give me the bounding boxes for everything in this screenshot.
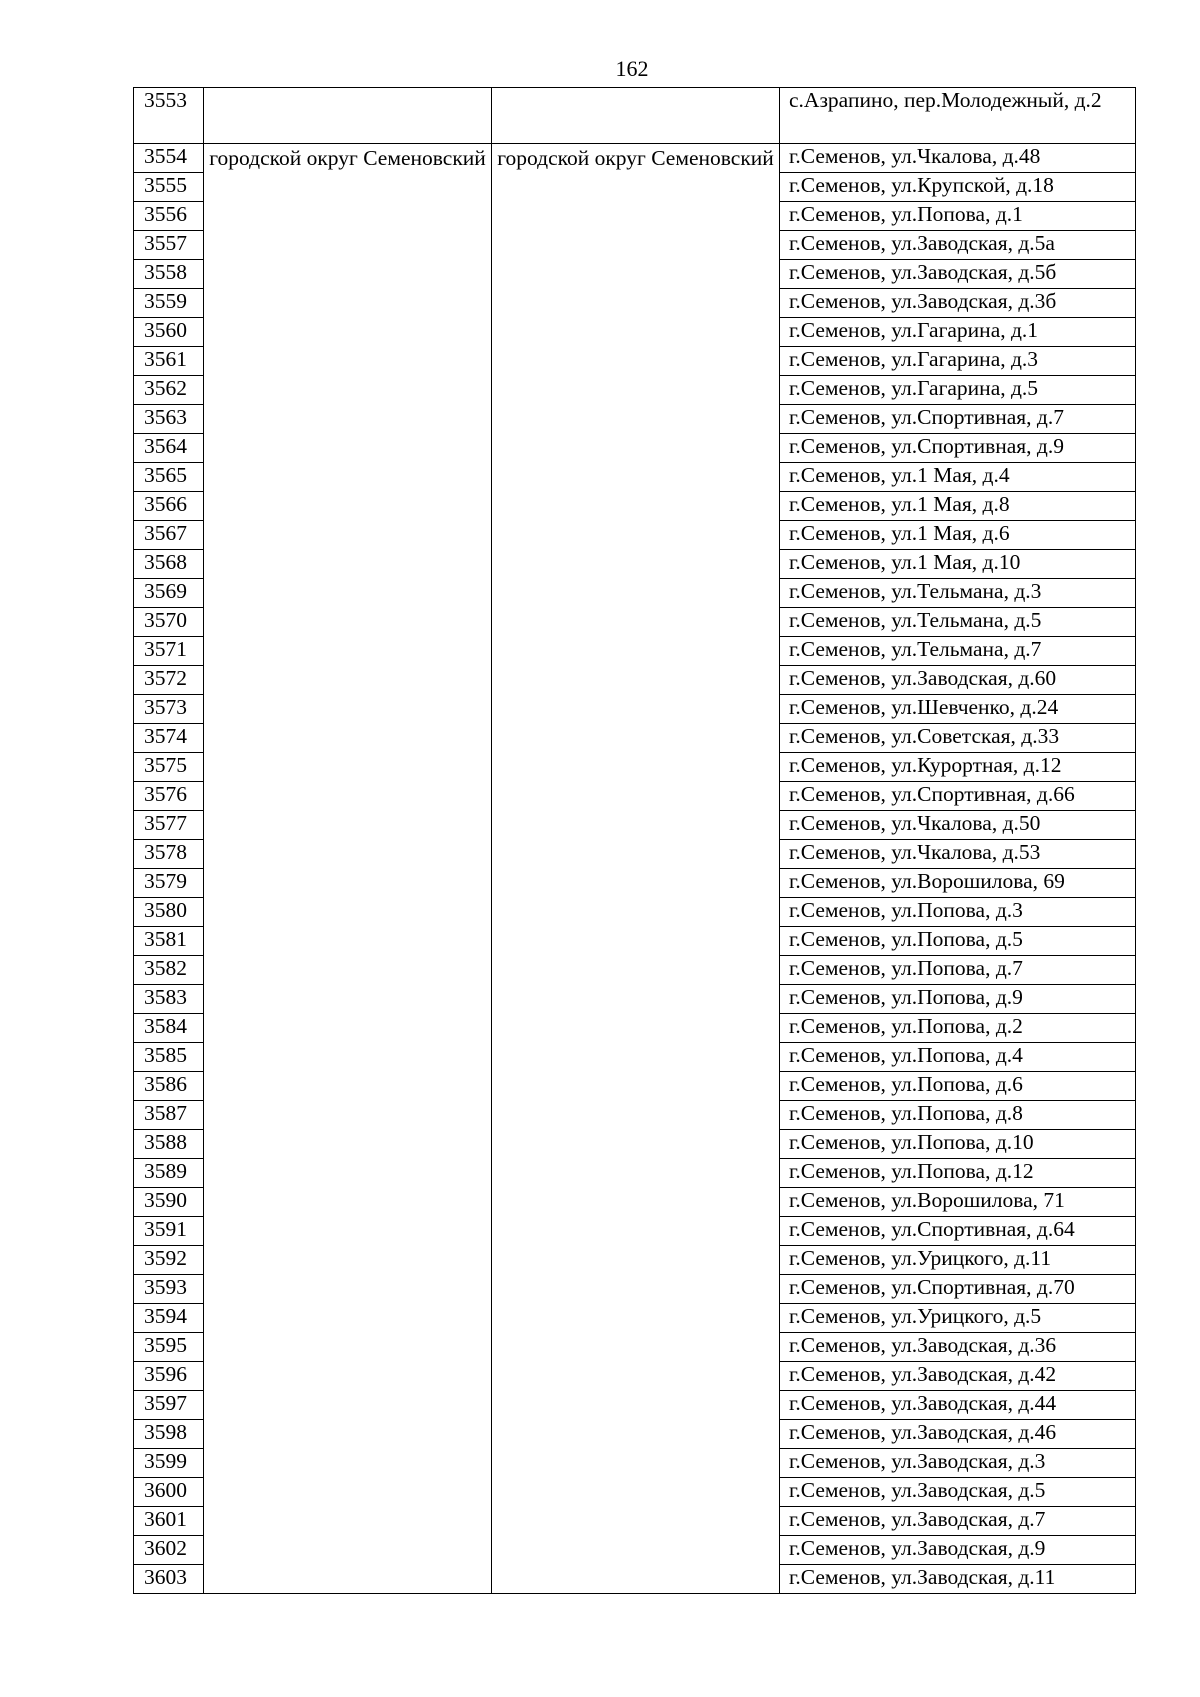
address-cell: г.Семенов, ул.Заводская, д.9 [780, 1536, 1136, 1565]
row-number: 3581 [134, 927, 204, 956]
row-number: 3595 [134, 1333, 204, 1362]
row-number: 3593 [134, 1275, 204, 1304]
row-number: 3602 [134, 1536, 204, 1565]
row-number: 3597 [134, 1391, 204, 1420]
address-cell: г.Семенов, ул.Заводская, д.36 [780, 1333, 1136, 1362]
row-number: 3594 [134, 1304, 204, 1333]
row-number: 3591 [134, 1217, 204, 1246]
row-number: 3560 [134, 318, 204, 347]
address-cell: г.Семенов, ул.Спортивная, д.66 [780, 782, 1136, 811]
address-cell: г.Семенов, ул.Заводская, д.11 [780, 1565, 1136, 1594]
row-number: 3555 [134, 173, 204, 202]
address-cell: г.Семенов, ул.Попова, д.8 [780, 1101, 1136, 1130]
institution-name: городской округ Семеновский [497, 146, 774, 170]
institution-cell [492, 88, 780, 144]
address-cell: г.Семенов, ул.Ворошилова, 71 [780, 1188, 1136, 1217]
address-cell: г.Семенов, ул.Спортивная, д.7 [780, 405, 1136, 434]
address-cell: г.Семенов, ул.Заводская, д.5б [780, 260, 1136, 289]
address-table [133, 87, 1136, 1594]
row-number: 3565 [134, 463, 204, 492]
address-cell: г.Семенов, ул.Заводская, д.5 [780, 1478, 1136, 1507]
row-number: 3598 [134, 1420, 204, 1449]
row-number: 3582 [134, 956, 204, 985]
address-cell: г.Семенов, ул.Тельмана, д.7 [780, 637, 1136, 666]
address-cell: г.Семенов, ул.Тельмана, д.5 [780, 608, 1136, 637]
row-number: 3556 [134, 202, 204, 231]
page-number: 162 [615, 56, 649, 81]
address-cell: г.Семенов, ул.Заводская, д.5а [780, 231, 1136, 260]
row-number: 3569 [134, 579, 204, 608]
address-cell: г.Семенов, ул.Попова, д.12 [780, 1159, 1136, 1188]
district-cell [204, 88, 492, 144]
address-cell: г.Семенов, ул.Заводская, д.46 [780, 1420, 1136, 1449]
row-number: 3553 [134, 88, 204, 144]
row-number: 3575 [134, 753, 204, 782]
row-number: 3559 [134, 289, 204, 318]
row-number: 3576 [134, 782, 204, 811]
address-cell: г.Семенов, ул.Ворошилова, 69 [780, 869, 1136, 898]
row-number: 3574 [134, 724, 204, 753]
address-cell: г.Семенов, ул.Заводская, д.3 [780, 1449, 1136, 1478]
address-cell: г.Семенов, ул.Чкалова, д.53 [780, 840, 1136, 869]
address-cell: г.Семенов, ул.Гагарина, д.5 [780, 376, 1136, 405]
table-row [134, 144, 1136, 173]
address-cell: г.Семенов, ул.Заводская, д.42 [780, 1362, 1136, 1391]
row-number: 3571 [134, 637, 204, 666]
row-number: 3579 [134, 869, 204, 898]
address-cell: г.Семенов, ул.Спортивная, д.64 [780, 1217, 1136, 1246]
address-cell: г.Семенов, ул.1 Мая, д.10 [780, 550, 1136, 579]
address-cell: г.Семенов, ул.Заводская, д.3б [780, 289, 1136, 318]
table-row [134, 88, 1136, 144]
address-cell: г.Семенов, ул.Гагарина, д.3 [780, 347, 1136, 376]
address-cell: г.Семенов, ул.Спортивная, д.9 [780, 434, 1136, 463]
address-cell: г.Семенов, ул.Попова, д.4 [780, 1043, 1136, 1072]
address-cell: г.Семенов, ул.Попова, д.3 [780, 898, 1136, 927]
row-number: 3583 [134, 985, 204, 1014]
row-number: 3558 [134, 260, 204, 289]
address-cell: г.Семенов, ул.Попова, д.5 [780, 927, 1136, 956]
row-number: 3584 [134, 1014, 204, 1043]
row-number: 3554 [134, 144, 204, 173]
row-number: 3564 [134, 434, 204, 463]
row-number: 3592 [134, 1246, 204, 1275]
address-cell: г.Семенов, ул.Заводская, д.44 [780, 1391, 1136, 1420]
row-number: 3603 [134, 1565, 204, 1594]
address-cell: г.Семенов, ул.Спортивная, д.70 [780, 1275, 1136, 1304]
row-number: 3563 [134, 405, 204, 434]
row-number: 3568 [134, 550, 204, 579]
row-number: 3600 [134, 1478, 204, 1507]
row-number: 3577 [134, 811, 204, 840]
address-cell: г.Семенов, ул.Курортная, д.12 [780, 753, 1136, 782]
address-cell: г.Семенов, ул.Гагарина, д.1 [780, 318, 1136, 347]
row-number: 3570 [134, 608, 204, 637]
row-number: 3562 [134, 376, 204, 405]
row-number: 3589 [134, 1159, 204, 1188]
address-cell: г.Семенов, ул.Попова, д.9 [780, 985, 1136, 1014]
address-cell: г.Семенов, ул.Шевченко, д.24 [780, 695, 1136, 724]
institution-group-cell [492, 144, 780, 1594]
row-number: 3573 [134, 695, 204, 724]
address-cell: г.Семенов, ул.1 Мая, д.8 [780, 492, 1136, 521]
address-cell: г.Семенов, ул.Попова, д.10 [780, 1130, 1136, 1159]
row-number: 3585 [134, 1043, 204, 1072]
address-cell: г.Семенов, ул.Попова, д.1 [780, 202, 1136, 231]
address-cell: г.Семенов, ул.Крупской, д.18 [780, 173, 1136, 202]
address-cell: г.Семенов, ул.Чкалова, д.50 [780, 811, 1136, 840]
address-cell: г.Семенов, ул.Урицкого, д.5 [780, 1304, 1136, 1333]
table-body [134, 88, 1136, 1594]
address-cell: г.Семенов, ул.Попова, д.2 [780, 1014, 1136, 1043]
address-cell: г.Семенов, ул.Попова, д.6 [780, 1072, 1136, 1101]
address-cell: г.Семенов, ул.1 Мая, д.4 [780, 463, 1136, 492]
district-group-cell [204, 144, 492, 1594]
address-cell: г.Семенов, ул.Попова, д.7 [780, 956, 1136, 985]
row-number: 3596 [134, 1362, 204, 1391]
address-cell: г.Семенов, ул.Заводская, д.60 [780, 666, 1136, 695]
row-number: 3572 [134, 666, 204, 695]
district-name: городской округ Семеновский [209, 146, 486, 170]
row-number: 3587 [134, 1101, 204, 1130]
address-cell: г.Семенов, ул.1 Мая, д.6 [780, 521, 1136, 550]
row-number: 3578 [134, 840, 204, 869]
row-number: 3601 [134, 1507, 204, 1536]
row-number: 3580 [134, 898, 204, 927]
address-cell: г.Семенов, ул.Заводская, д.7 [780, 1507, 1136, 1536]
address-cell: г.Семенов, ул.Тельмана, д.3 [780, 579, 1136, 608]
row-number: 3566 [134, 492, 204, 521]
row-number: 3599 [134, 1449, 204, 1478]
row-number: 3586 [134, 1072, 204, 1101]
row-number: 3567 [134, 521, 204, 550]
row-number: 3588 [134, 1130, 204, 1159]
row-number: 3590 [134, 1188, 204, 1217]
row-number: 3561 [134, 347, 204, 376]
address-cell: г.Семенов, ул.Чкалова, д.48 [780, 144, 1136, 173]
address-cell: г.Семенов, ул.Урицкого, д.11 [780, 1246, 1136, 1275]
row-number: 3557 [134, 231, 204, 260]
address-cell: г.Семенов, ул.Советская, д.33 [780, 724, 1136, 753]
address-cell: с.Азрапино, пер.Молодежный, д.2 [780, 88, 1136, 144]
